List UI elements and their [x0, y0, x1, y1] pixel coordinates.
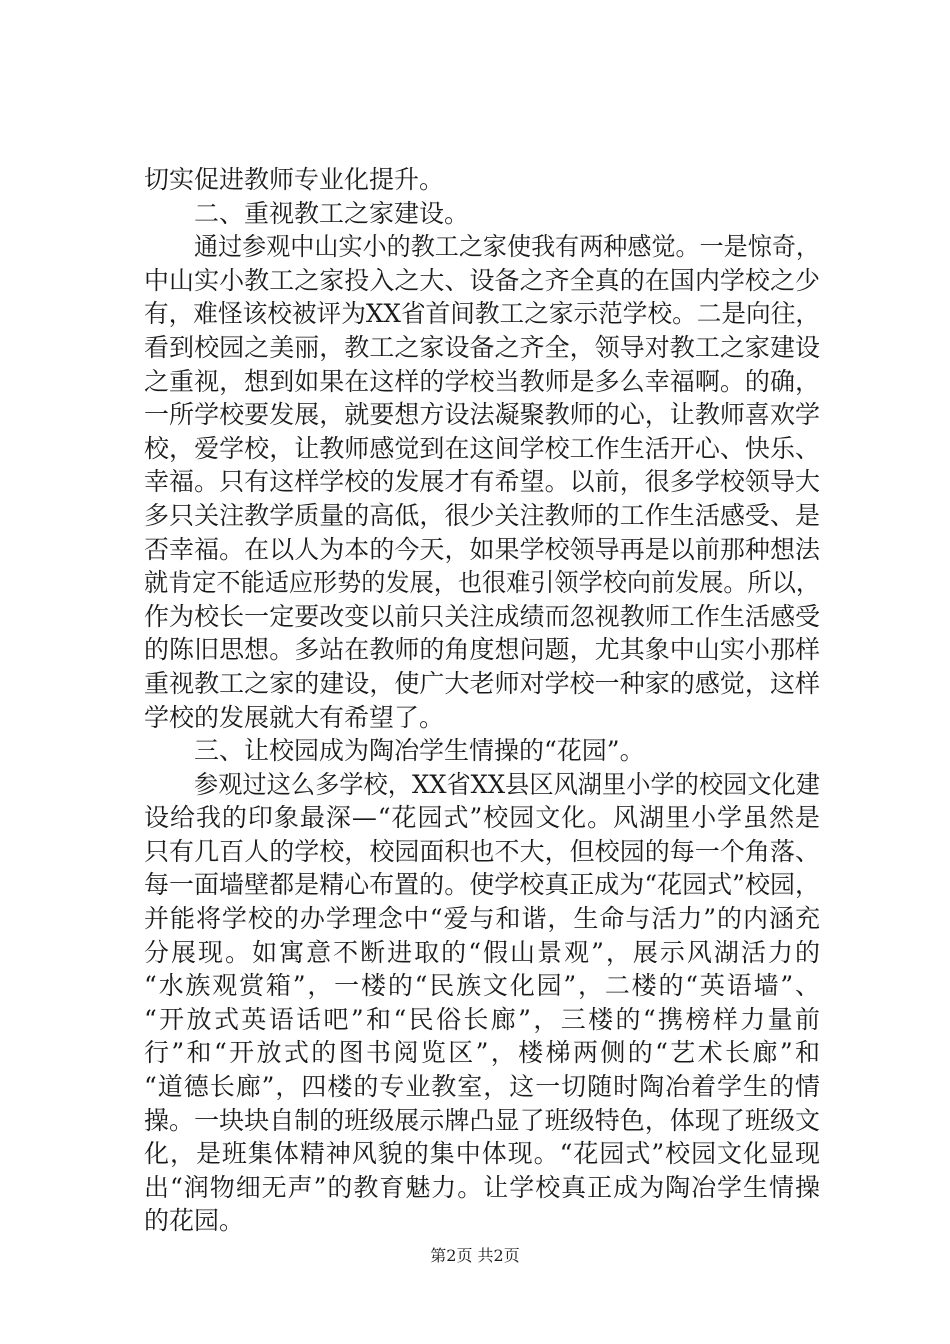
text-line: 中山实小教工之家投入之大、设备之齐全真的在国内学校之少	[144, 265, 821, 295]
text-line: 切实促进教师专业化提升。	[144, 165, 445, 194]
text-line: 二、重视教工之家建设。	[194, 198, 470, 228]
text-line: “开放式英语话吧”和“民俗长廊”，三楼的“携榜样力量前	[144, 1004, 823, 1034]
text-line: 的花园。	[144, 1206, 245, 1236]
text-line: 看到校园之美丽，教工之家设备之齐全，领导对教工之家建设	[144, 332, 821, 362]
text-line: 一所学校要发展，就要想方设法凝聚教师的心，让教师喜欢学	[144, 400, 821, 430]
text-line: 化，是班集体精神风貌的集中体现。“花园式”校园文化显现	[144, 1139, 821, 1169]
text-line: 三、让校园成为陶冶学生情操的“花园”。	[194, 736, 645, 766]
text-line: 参观过这么多学校，XX省XX县区风湖里小学的校园文化建	[194, 769, 820, 799]
text-line: 作为校长一定要改变以前只关注成绩而忽视教师工作生活感受	[144, 601, 821, 631]
text-line: 的陈旧思想。多站在教师的角度想问题，尤其象中山实小那样	[144, 635, 821, 665]
text-line: 重视教工之家的建设，使广大老师对学校一种家的感觉，这样	[144, 668, 821, 698]
body-text	[144, 163, 823, 1238]
text-line: 学校的发展就大有希望了。	[144, 702, 445, 732]
text-line: 每一面墙壁都是精心布置的。使学校真正成为“花园式”校园，	[144, 870, 821, 900]
text-line: 校，爱学校，让教师感觉到在这间学校工作生活开心、快乐、	[144, 433, 821, 463]
text-line: 多只关注教学质量的高低，很少关注教师的工作生活感受、是	[144, 500, 821, 530]
text-line: 行”和“开放式的图书阅览区”，楼梯两侧的“艺术长廊”和	[144, 1038, 823, 1068]
text-line: 设给我的印象最深—“花园式”校园文化。风湖里小学虽然是	[144, 803, 821, 833]
text-line: 操。一块块自制的班级展示牌凸显了班级特色，体现了班级文	[144, 1105, 821, 1135]
page-footer: 第2页 共2页	[430, 1246, 520, 1265]
text-line: 就肯定不能适应形势的发展，也很难引领学校向前发展。所以，	[144, 568, 820, 598]
text-line: 并能将学校的办学理念中“爱与和谐，生命与活力”的内涵充	[144, 904, 821, 934]
text-line: 有，难怪该校被评为XX省首间教工之家示范学校。二是向往，	[144, 299, 820, 329]
text-line: 分展现。如寓意不断进取的“假山景观”，展示风湖活力的	[144, 937, 823, 967]
text-line: 之重视，想到如果在这样的学校当教师是多么幸福啊。的确，	[144, 366, 821, 396]
text-line: “道德长廊”，四楼的专业教室，这一切随时陶冶着学生的情	[144, 1072, 821, 1102]
text-line: 幸福。只有这样学校的发展才有希望。以前，很多学校领导大	[144, 467, 821, 497]
text-line: “水族观赏箱”，一楼的“民族文化园”，二楼的“英语墙”、	[144, 971, 822, 1001]
text-line: 通过参观中山实小的教工之家使我有两种感觉。一是惊奇，	[194, 232, 820, 262]
text-line: 否幸福。在以人为本的今天，如果学校领导再是以前那种想法	[144, 534, 821, 564]
text-line: 只有几百人的学校，校园面积也不大，但校园的每一个角落、	[144, 836, 821, 866]
text-line: 出“润物细无声”的教育魅力。让学校真正成为陶冶学生情操	[144, 1172, 821, 1202]
